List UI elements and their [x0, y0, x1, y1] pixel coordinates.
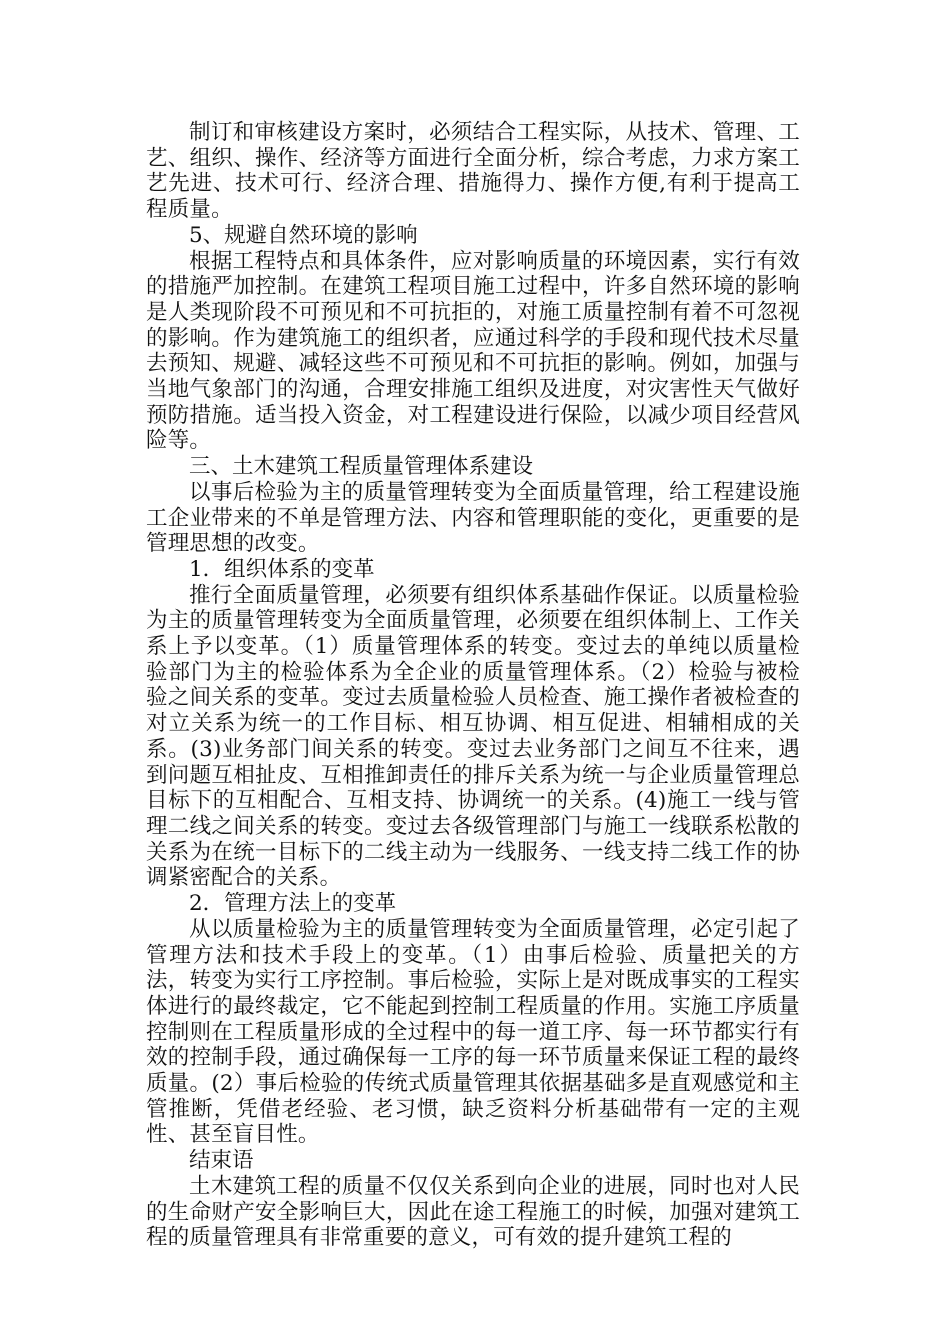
section-heading-quality-system: 三、土木建筑工程质量管理体系建设	[189, 454, 534, 480]
paragraph-scheme-review: 制订和审核建设方案时，必须结合工程实际，从技术、管理、工艺、组织、操作、经济等方面进行全面分析，综合考虑，力求方案工艺先进、技术可行、经济合理、措施得力、操作方便,有利于提高工程质量。	[146, 120, 800, 223]
paragraph-quality-system-intro: 以事后检验为主的质量管理转变为全面质量管理，给工程建设施工企业带来的不单是管理方法、内容和管理职能的变化，更重要的是管理思想的改变。	[146, 479, 800, 557]
document-page	[146, 120, 800, 1251]
paragraph-conclusion: 土木建筑工程的质量不仅仅关系到向企业的进展，同时也对人民的生命财产安全影响巨大，因此在途工程施工的时候，加强对建筑工程的质量管理具有非常重要的意义，可有效的提升建筑工程的	[146, 1173, 800, 1251]
section-heading-conclusion: 结束语	[189, 1148, 254, 1174]
paragraph-methods: 从以质量检验为主的质量管理转变为全面质量管理，必定引起了管理方法和技术手段上的变革。（1）由事后检验、质量把关的方法，转变为实行工序控制。事后检验，实际上是对既成事实的工程实体进行的最终裁定，它不能起到控制工程质量的作用。实施工序质量控制则在工程质量形成的全过程中的每一道工序、每一环节都实行有效的控制手段，通过确保每一工序的每一环节质量来保证工程的最终质量。(2）事后检验的传统式质量管理其依据基础多是直观感觉和主管推断，凭借老经验、老习惯，缺乏资料分析基础带有一定的主观性、甚至盲目性。	[146, 916, 800, 1148]
section-heading-organization: 1．组织体系的变革	[189, 556, 375, 582]
section-heading-environment: 5、规避自然环境的影响	[189, 222, 418, 248]
paragraph-organization: 推行全面质量管理，必须要有组织体系基础作保证。以质量检验为主的质量管理转变为全面质量管理，必须要在组织体制上、工作关系上予以变革。（1）质量管理体系的转变。变过去的单纯以质量检验部门为主的检验体系为全企业的质量管理体系。（2）检验与被检验之间关系的变革。变过去质量检验人员检查、施工操作者被检查的对立关系为统一的工作目标、相互协调、相互促进、相辅相成的关系。(3)业务部门间关系的转变。变过去业务部门之间互不往来，遇到问题互相扯皮、互相推卸责任的排斥关系为统一与企业质量管理总目标下的互相配合、互相支持、协调统一的关系。(4)施工一线与管理二线之间关系的转变。变过去各级管理部门与施工一线联系松散的关系为在统一目标下的二线主动为一线服务、一线支持二线工作的协调紧密配合的关系。	[146, 582, 800, 891]
section-heading-methods: 2．管理方法上的变革	[189, 891, 397, 917]
paragraph-environment: 根据工程特点和具体条件，应对影响质量的环境因素，实行有效的措施严加控制。在建筑工程项目施工过程中，许多自然环境的影响是人类现阶段不可预见和不可抗拒的，对施工质量控制有着不可忽视的影响。作为建筑施工的组织者，应通过科学的手段和现代技术尽量去预知、规避、减轻这些不可预见和不可抗拒的影响。例如，加强与当地气象部门的沟通，合理安排施工组织及进度，对灾害性天气做好预防措施。适当投入资金，对工程建设进行保险，以减少项目经营风险等。	[146, 248, 800, 454]
